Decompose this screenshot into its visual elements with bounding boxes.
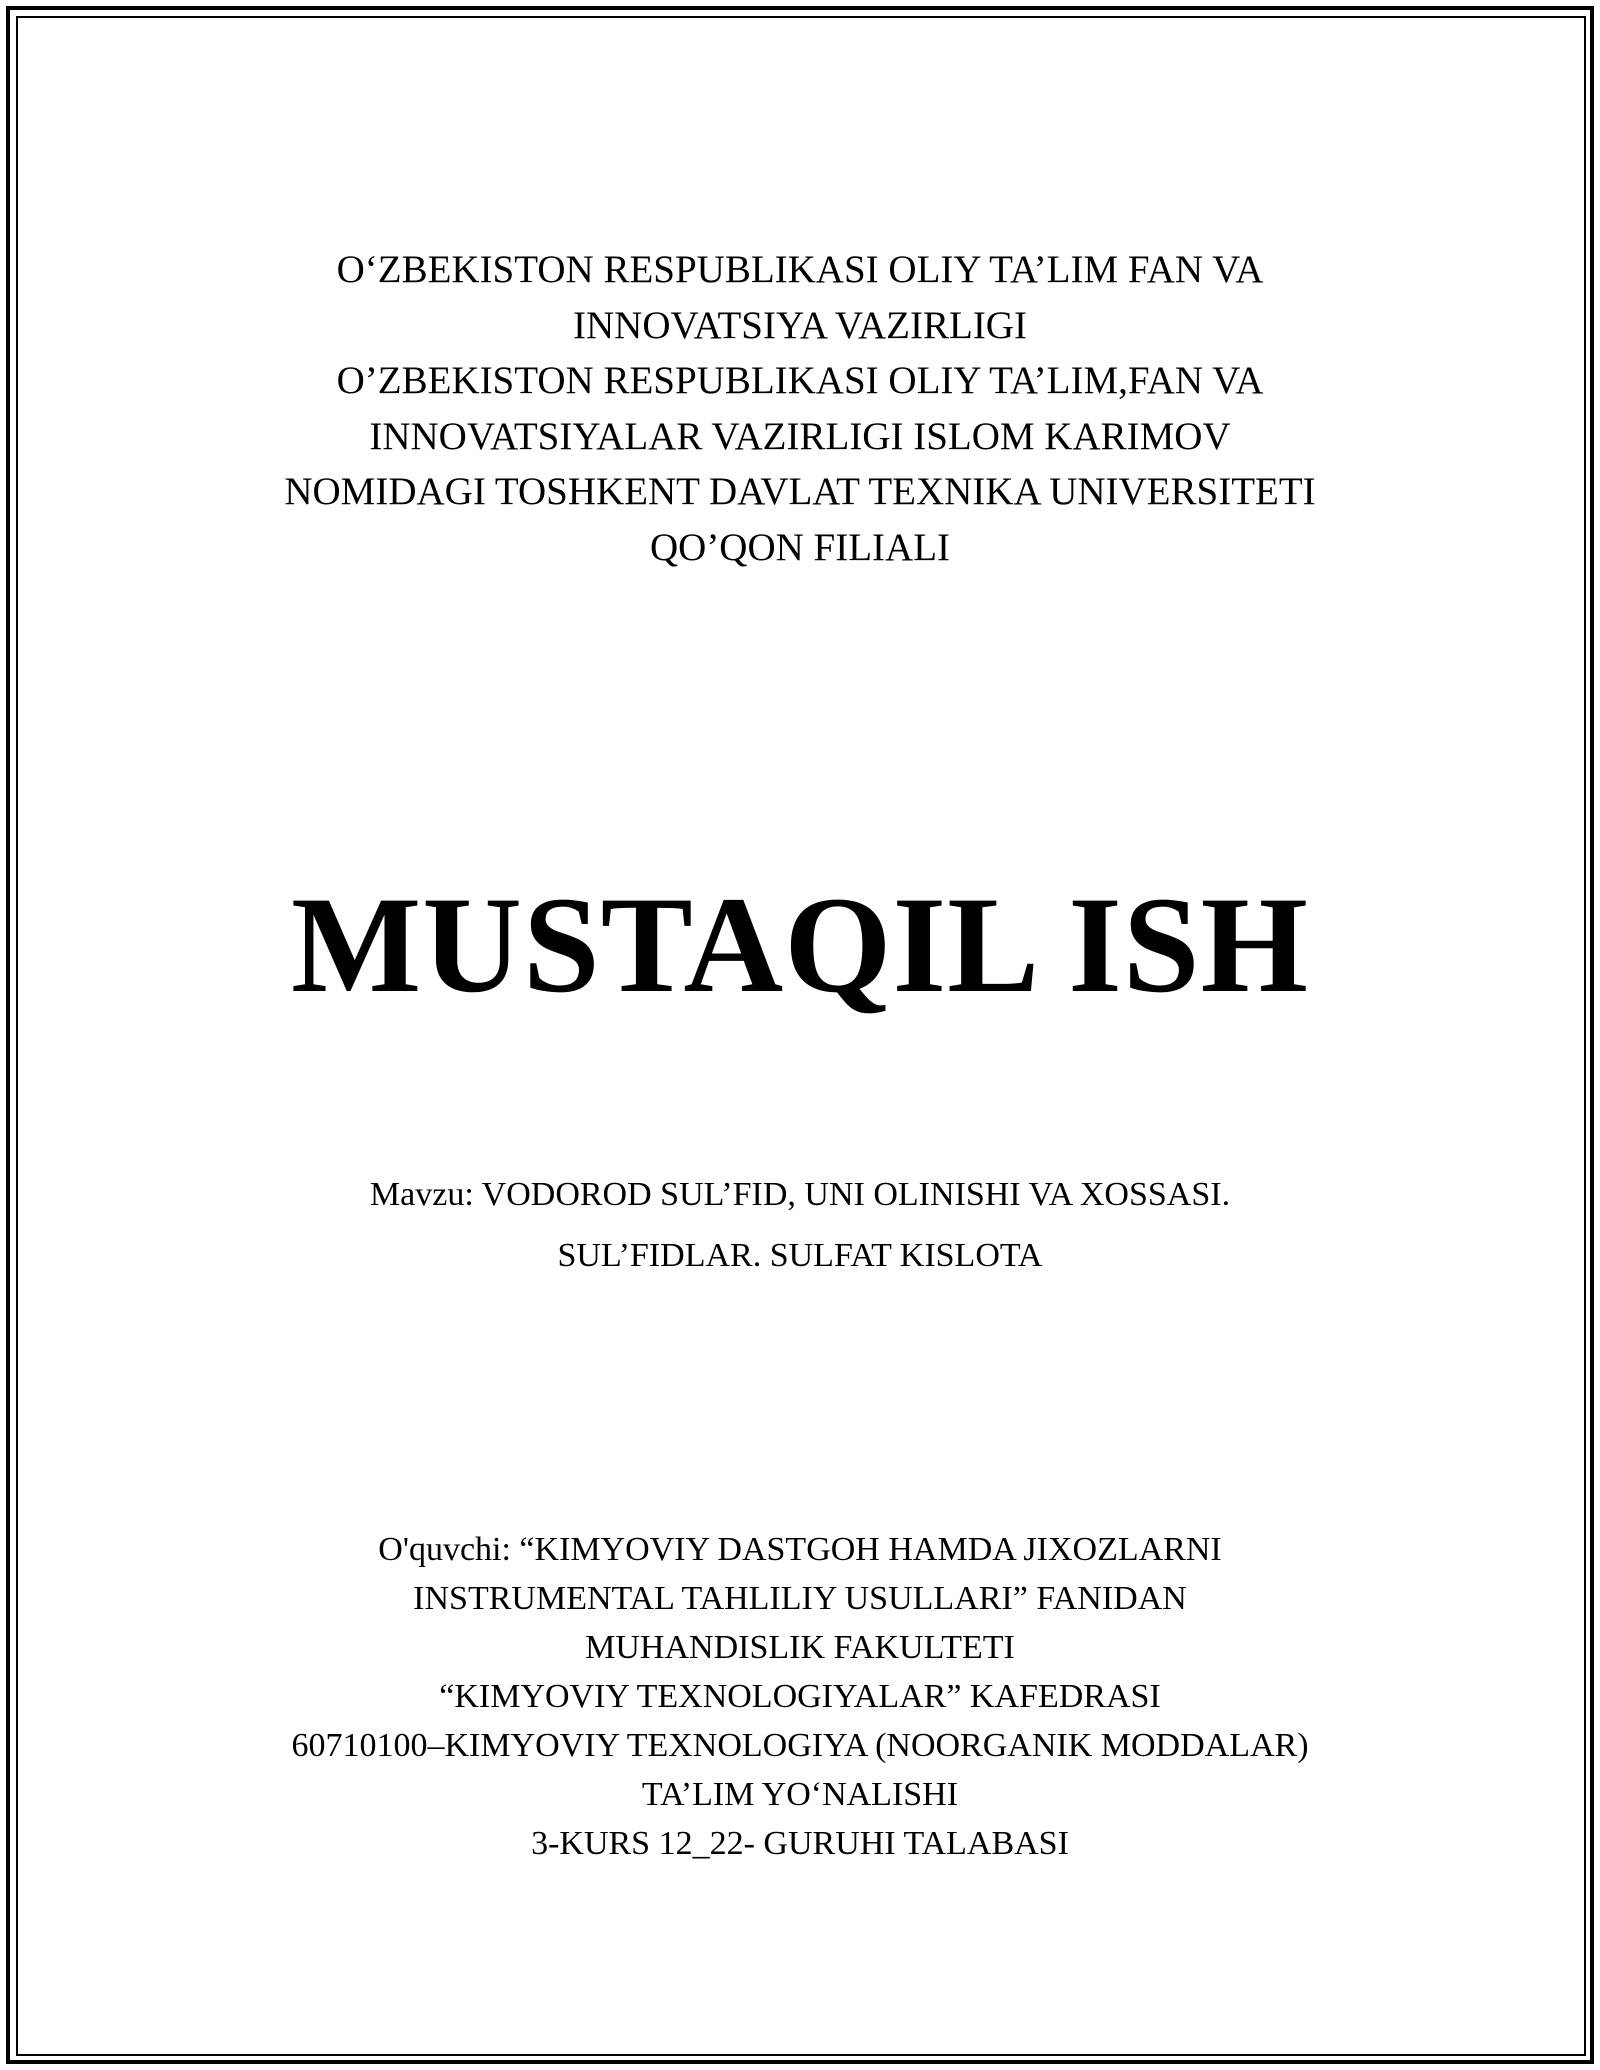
header-line: O’ZBEKISTON RESPUBLIKASI OLIY TA’LIM,FAN VA [336, 359, 1264, 402]
student-line: O'quvchi: “KIMYOVIY DASTGOH HAMDA JIXOZLARNI [378, 1531, 1222, 1568]
topic-line: SUL’FIDLAR. SULFAT KISLOTA [557, 1237, 1043, 1274]
student-line: INSTRUMENTAL TAHLILIY USULLARI” FANIDAN [413, 1580, 1187, 1617]
student-info [0, 1525, 1600, 1868]
header-line: INNOVATSIYALAR VAZIRLIGI ISLOM KARIMOV [369, 414, 1231, 458]
topic-line: Mavzu: VODOROD SUL’FID, UNI OLINISHI VA XOSSASI. [369, 1176, 1231, 1213]
student-line: MUHANDISLIK FAKULTETI [585, 1629, 1015, 1666]
student-line: 3-KURS 12_22- GURUHI TALABASI [531, 1825, 1069, 1862]
student-line: 60710100–KIMYOVIY TEXNOLOGIYA (NOORGANIK MODDALAR) [291, 1727, 1309, 1764]
header-line: INNOVATSIYA VAZIRLIGI [573, 303, 1027, 347]
student-line: “KIMYOVIY TEXNOLOGIYALAR” KAFEDRASI [439, 1678, 1161, 1715]
topic-section [0, 1164, 1600, 1286]
header-line: QO’QON FILIALI [649, 525, 951, 569]
document-title: MUSTAQIL ISH [291, 868, 1309, 1021]
header-line: NOMIDAGI TOSHKENT DAVLAT TEXNIKA UNIVERSITETI [284, 470, 1316, 513]
institution-header [0, 242, 1600, 575]
student-line: TA’LIM YO‘NALISHI [641, 1776, 959, 1813]
header-line: O‘ZBEKISTON RESPUBLIKASI OLIY TA’LIM FAN VA [336, 248, 1264, 291]
